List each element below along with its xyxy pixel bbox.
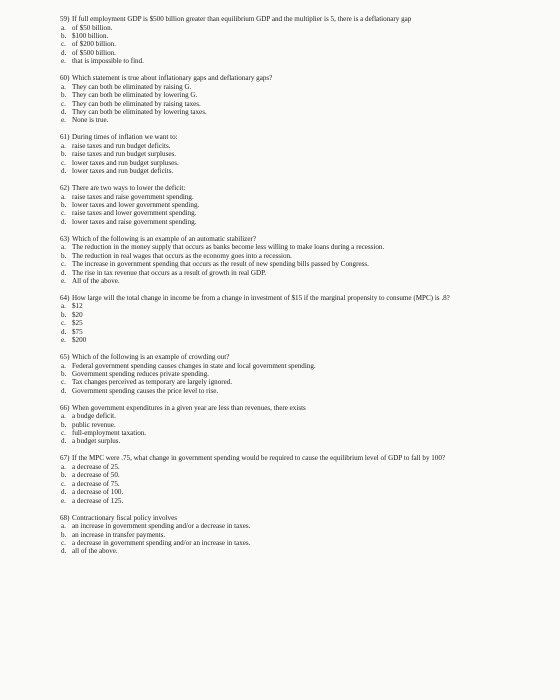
answer-option [60,311,540,319]
option-text: They can both be eliminated by raising G. [72,82,192,91]
option-letter: a. [61,522,66,531]
option-letter: a. [61,462,66,471]
answer-option [60,24,540,32]
option-text: They can both be eliminated by lowering G. [72,91,198,100]
question-block [60,133,540,175]
option-text: Tax changes perceived as temporary are largely ignored. [72,378,233,387]
option-letter: c. [61,479,66,488]
answer-option [60,362,540,370]
option-letter: c. [61,158,66,167]
option-letter: b. [61,530,67,539]
option-text: The reduction in real wages that occurs as the economy goes into a recession. [72,251,292,260]
answer-option [60,260,540,268]
question-text: If full employment GDP is $500 billion greater than equilibrium GDP and the multiplier is 5, there is a deflationary gap [72,15,412,23]
option-letter: a. [61,302,66,311]
option-text: full-employment taxation. [72,429,147,438]
option-text: a decrease of 75. [72,479,120,488]
answer-option [60,49,540,57]
option-letter: c. [61,538,66,547]
option-text: of $50 billion. [72,23,113,32]
option-letter: b. [61,310,67,319]
option-letter: a. [61,412,66,421]
option-text: lower taxes and run budget deficits. [72,167,174,176]
question-text: There are two ways to lower the deficit: [72,183,186,192]
option-text: The reduction in the money supply that occurs as banks become less willing to make loans during a recession. [72,243,385,252]
answer-option [60,243,540,251]
option-letter: b. [61,32,67,40]
option-text: The rise in tax revenue that occurs as a result of growth in real GDP. [72,268,267,277]
option-text: a decrease of 50. [72,471,120,480]
option-text: lower taxes and raise government spending. [72,217,197,226]
option-letter: d. [61,217,67,226]
option-text: a budget surplus. [72,437,121,446]
option-text: of $500 billion. [72,48,116,57]
option-letter: a. [61,361,66,370]
answer-option [60,522,540,530]
question-text: Which of the following is an example of an automatic stabilizer? [72,234,256,243]
option-text: raise taxes and raise government spending. [72,192,194,201]
option-text: a decrease of 125. [72,496,124,505]
answer-option [60,302,540,310]
option-text: a decrease of 25. [72,462,120,471]
answer-option [60,370,540,378]
question-block [60,184,540,226]
option-text: a budge deficit. [72,412,116,421]
question-block [60,294,540,345]
question-stem [60,404,540,413]
answer-option [60,252,540,260]
option-text: raise taxes and run budget surpluses. [72,150,177,159]
option-letter: d. [61,386,67,395]
option-letter: e. [61,336,66,345]
option-letter: e. [61,116,66,125]
option-letter: b. [61,150,67,159]
answer-option [60,336,540,344]
option-letter: b. [61,251,67,260]
question-text: Which of the following is an example of crowding out? [72,352,230,361]
option-text: Government spending causes the price level to rise. [72,386,219,395]
option-text: an increase in government spending and/or a decrease in taxes. [72,522,251,531]
answer-option [60,378,540,386]
answer-option [60,463,540,471]
question-stem [60,454,540,463]
option-letter: d. [61,437,67,446]
question-block [60,514,540,556]
question-text: How large will the total change in income be from a change in investment of $15 if the marginal propensity to consume (MPC) is .8? [72,293,450,302]
option-text: raise taxes and lower government spending. [72,209,197,218]
answer-option [60,108,540,116]
answer-option [60,437,540,445]
option-letter: c. [61,99,66,108]
question-number: 61) [60,133,70,142]
question-stem [60,74,540,83]
question-number: 60) [60,74,70,83]
option-letter: c. [61,260,66,269]
option-text: $12 [72,302,83,311]
answer-option [60,142,540,150]
option-text: They can both be eliminated by lowering taxes. [72,107,207,116]
question-number: 62) [60,183,70,192]
option-letter: d. [61,327,67,336]
option-letter: b. [61,369,67,378]
option-letter: a. [61,243,66,252]
question-number: 65) [60,352,70,361]
option-text: $200 [72,336,87,345]
question-block [60,454,540,505]
option-text: an increase in transfer payments. [72,530,166,539]
option-text: $25 [72,319,83,328]
answer-option [60,193,540,201]
question-block [60,404,540,446]
option-letter: d. [61,547,67,556]
answer-option [60,167,540,175]
answer-option [60,150,540,158]
question-stem [60,514,540,523]
answer-option [60,218,540,226]
question-number: 63) [60,234,70,243]
option-text: a decrease of 100. [72,488,124,497]
question-number: 68) [60,513,70,522]
option-letter: a. [61,23,66,32]
option-letter: d. [61,48,67,57]
option-text: Federal government spending causes changes in state and local government spending. [72,361,316,370]
option-letter: a. [61,141,66,150]
answer-option [60,319,540,327]
option-text: None is true. [72,116,109,125]
answer-option [60,497,540,505]
answer-option [60,539,540,547]
question-text: When government expenditures in a given year are less than revenues, there exists [72,403,306,412]
question-text: During times of inflation we want to: [72,133,178,142]
answer-option [60,159,540,167]
answer-option [60,57,540,65]
option-text: a decrease in government spending and/or an increase in taxes. [72,538,251,547]
option-text: $100 billion. [72,32,109,40]
question-number: 59) [60,15,70,23]
question-block [60,15,540,66]
option-letter: b. [61,91,67,100]
option-text: Government spending reduces private spending. [72,369,209,378]
question-stem [60,353,540,362]
answer-option [60,547,540,555]
option-text: all of the above. [72,547,118,556]
answer-option [60,429,540,437]
answer-option [60,488,540,496]
question-block [60,74,540,125]
option-text: They can both be eliminated by raising taxes. [72,99,201,108]
option-letter: e. [61,57,66,66]
option-text: lower taxes and run budget surpluses. [72,158,179,167]
question-text: Contractionary fiscal policy involves [72,513,177,522]
option-letter: c. [61,429,66,438]
answer-option [60,277,540,285]
option-text: All of the above. [72,276,120,285]
option-text: lower taxes and lower government spending. [72,200,200,209]
option-letter: d. [61,167,67,176]
answer-option [60,412,540,420]
question-stem [60,15,540,24]
option-letter: d. [61,268,67,277]
option-text: that is impossible to find. [72,57,144,66]
option-letter: e. [61,276,66,285]
answer-option [60,421,540,429]
answer-option [60,201,540,209]
answer-option [60,480,540,488]
option-text: $20 [72,310,83,319]
option-text: $75 [72,327,83,336]
question-block [60,235,540,286]
answer-option [60,269,540,277]
option-text: The increase in government spending that occurs as the result of new spending bills passed by Congress. [72,260,369,269]
question-number: 66) [60,403,70,412]
option-letter: b. [61,420,67,429]
option-letter: c. [61,378,66,387]
answer-option [60,328,540,336]
option-letter: a. [61,192,66,201]
question-number: 67) [60,454,70,463]
answer-option [60,471,540,479]
option-letter: d. [61,488,67,497]
answer-option [60,531,540,539]
answer-option [60,209,540,217]
answer-option [60,116,540,124]
answer-option [60,83,540,91]
question-stem [60,133,540,142]
option-letter: e. [61,496,66,505]
question-stem [60,235,540,244]
answer-option [60,40,540,48]
option-text: public revenue. [72,420,116,429]
answer-option [60,100,540,108]
question-stem [60,294,540,303]
option-letter: d. [61,107,67,116]
option-letter: c. [61,209,66,218]
answer-option [60,32,540,40]
question-number: 64) [60,293,70,302]
option-letter: b. [61,200,67,209]
option-text: of $200 billion. [72,40,116,49]
option-letter: a. [61,82,66,91]
option-letter: c. [61,319,66,328]
option-text: raise taxes and run budget deficits. [72,141,171,150]
answer-option [60,91,540,99]
question-block [60,353,540,395]
question-text: Which statement is true about inflationary gaps and deflationary gaps? [72,74,273,83]
option-letter: c. [61,40,66,49]
option-letter: b. [61,471,67,480]
answer-option [60,387,540,395]
question-text: If the MPC were .75, what change in government spending would be required to cause the equilibrium level of GDP to fall by 100? [72,454,446,463]
question-stem [60,184,540,193]
